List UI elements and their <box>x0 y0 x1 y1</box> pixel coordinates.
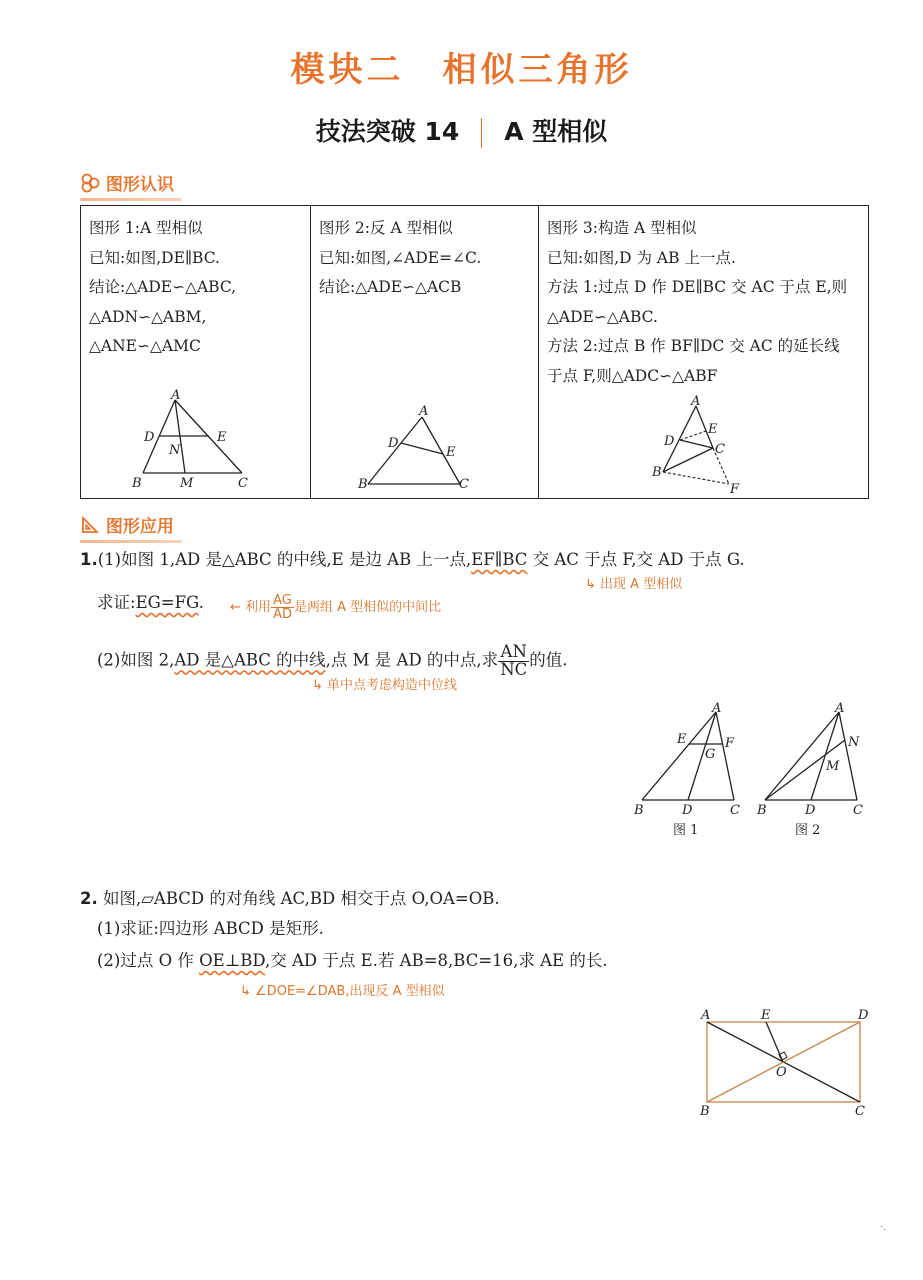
point-label: O <box>776 1065 787 1080</box>
note-text: 单中点考虑构造中位线 <box>327 678 458 693</box>
problem2-part1: (1)求证:四边形 ABCD 是矩形. <box>97 919 324 938</box>
point-label: D <box>144 430 155 445</box>
figure-caption: 图 2 <box>795 823 821 838</box>
problem1-figure2 <box>755 700 870 840</box>
problem2-number: 2. <box>80 889 98 908</box>
section-underline <box>80 540 182 543</box>
case2-line: 结论:△ADE∽△ACB <box>319 278 462 296</box>
line-BC <box>663 448 713 472</box>
point-label: C <box>715 442 725 457</box>
figure-caption: 图 1 <box>673 823 699 838</box>
case3-line: 方法 2:过点 B 作 BF∥DC 交 AC 的延长线 <box>547 337 840 355</box>
section-underline <box>80 198 182 201</box>
note-text: 出现 A 型相似 <box>600 577 683 592</box>
problem1-part2-text: (2)如图 2, <box>97 650 175 670</box>
case2-line: 已知:如图,∠ADE=∠C. <box>319 248 482 267</box>
module-title: 模块二 相似三角形 <box>290 50 633 90</box>
point-label: D <box>682 803 693 818</box>
point-label: A <box>419 404 429 419</box>
point-label: E <box>761 1008 771 1023</box>
problem1-part2-text: 的值. <box>529 650 568 670</box>
point-label: M <box>180 476 194 491</box>
problem1-part1-text: (1)如图 1,AD 是△ABC 的中线,E 是边 AB 上一点, <box>97 550 472 569</box>
problem1-number: 1. <box>80 550 98 569</box>
point-label: M <box>826 759 840 774</box>
point-label: E <box>446 445 456 460</box>
case2-figure <box>355 400 480 495</box>
problem2-highlight-OE-BD: OE⊥BD <box>199 951 265 970</box>
page-mark: ·. <box>880 1222 887 1233</box>
point-label: D <box>805 803 816 818</box>
point-label: E <box>708 422 718 437</box>
problem1-highlight-median: AD 是△ABC 的中线 <box>174 650 326 670</box>
problem2-part2 <box>97 948 608 974</box>
case3-line: △ADE∽△ABC. <box>547 307 658 326</box>
problem1-note1 <box>585 573 682 592</box>
problem1-note3 <box>312 674 457 693</box>
point-label: B <box>634 803 644 818</box>
point-label: D <box>664 434 675 449</box>
point-label: E <box>677 732 687 747</box>
triangle-ruler-icon <box>80 515 100 535</box>
point-label: B <box>652 465 662 480</box>
technique-title <box>0 112 923 148</box>
note-arrow-icon: ↳ <box>240 984 251 999</box>
problem1-period: . <box>198 593 204 612</box>
problem2-part2-text: (2)过点 O 作 <box>97 951 200 970</box>
note-text: ∠DOE=∠DAB,出现反 A 型相似 <box>255 984 445 999</box>
line-DC <box>680 440 713 448</box>
case1-line: 已知:如图,DE∥BC. <box>89 248 220 267</box>
title-divider <box>481 118 482 148</box>
note-fraction <box>271 594 294 621</box>
line-AC <box>839 712 857 800</box>
problem1-part1-line1 <box>80 547 745 573</box>
puzzle-icon <box>80 173 100 193</box>
point-label: A <box>171 388 181 403</box>
point-label: N <box>169 443 181 458</box>
line-AD <box>811 712 839 800</box>
fraction-numerator: AG <box>271 594 294 608</box>
case1-line: 图形 1:A 型相似 <box>89 219 203 237</box>
line-OE <box>766 1022 783 1062</box>
problem2-stem <box>80 886 500 912</box>
point-label: D <box>858 1008 869 1023</box>
case3-line: 图形 3:构造 A 型相似 <box>547 219 697 237</box>
problem1-part1-text: 交 AC 于点 F,交 AD 于点 G. <box>527 550 745 569</box>
right-angle-mark <box>779 1052 787 1060</box>
problem1-part1-line2 <box>97 590 204 616</box>
case3-line: 方法 1:过点 D 作 DE∥BC 交 AC 于点 E,则 <box>547 278 848 296</box>
point-label: N <box>848 735 860 750</box>
problem1-note2 <box>230 594 441 621</box>
case3-figure <box>645 392 750 500</box>
note-text: 利用 <box>245 600 272 615</box>
technique-name: A 型相似 <box>504 117 608 146</box>
section-header-recognition <box>80 170 174 195</box>
point-label: F <box>730 482 740 497</box>
problem2-stem-text: 如图,▱ABCD 的对角线 AC,BD 相交于点 O,OA=OB. <box>97 889 500 908</box>
problem2-note <box>240 980 445 999</box>
note-arrow-icon: ↳ <box>585 577 596 592</box>
point-label: G <box>705 747 716 762</box>
point-label: A <box>691 394 701 409</box>
problem1-figure1 <box>630 700 750 840</box>
problem1-highlight-EG-FG: EG=FG <box>135 593 199 612</box>
line-DE <box>401 443 443 454</box>
fraction-denominator: NC <box>500 659 528 679</box>
section-title-application: 图形应用 <box>105 517 174 537</box>
problem1-prove-label: 求证: <box>97 593 136 612</box>
point-label: B <box>700 1104 710 1119</box>
point-label: D <box>388 436 399 451</box>
case3-line: 已知:如图,D 为 AB 上一点. <box>547 248 736 267</box>
point-label: C <box>730 803 740 818</box>
note-arrow-icon: ← <box>230 600 241 615</box>
note-text: 是两组 A 型相似的中间比 <box>293 600 442 615</box>
point-label: C <box>238 476 248 491</box>
point-label: A <box>701 1008 711 1023</box>
point-label: B <box>358 477 368 492</box>
note-arrow-icon: ↳ <box>312 678 323 693</box>
line-AB <box>765 712 839 800</box>
problem1-part2 <box>97 644 568 678</box>
point-label: C <box>855 1104 865 1119</box>
problem1-fraction <box>498 644 529 678</box>
case3-line: 于点 F,则△ADC∽△ABF <box>547 366 718 385</box>
case1-figure <box>130 385 260 495</box>
line-AC <box>716 712 734 800</box>
fraction-numerator: AN <box>498 644 529 662</box>
point-label: C <box>853 803 863 818</box>
section-title-recognition: 图形认识 <box>105 175 174 195</box>
point-label: F <box>725 736 735 751</box>
case1-line: △ANE∽△AMC <box>89 337 201 355</box>
problem2-figure <box>695 1005 875 1120</box>
problem1-part2-text: ,点 M 是 AD 的中点,求 <box>325 650 499 670</box>
point-label: B <box>757 803 767 818</box>
section-header-application <box>80 512 174 537</box>
point-label: C <box>459 477 469 492</box>
problem2-part2-text: ,交 AD 于点 E.若 AB=8,BC=16,求 AE 的长. <box>265 951 608 970</box>
line-BF-dashed <box>663 472 729 484</box>
point-label: E <box>217 430 227 445</box>
line-DE-dashed <box>680 431 706 440</box>
point-label: B <box>132 476 142 491</box>
case2-line: 图形 2:反 A 型相似 <box>319 219 454 237</box>
case1-line: △ADN∽△ABM, <box>89 307 207 326</box>
fraction-denominator: AD <box>273 607 292 622</box>
case1-line: 结论:△ADE∽△ABC, <box>89 278 237 296</box>
point-label: A <box>835 701 845 716</box>
problem1-highlight-EF-BC: EF∥BC <box>471 550 528 569</box>
technique-number: 技法突破 14 <box>315 117 460 146</box>
point-label: A <box>712 701 722 716</box>
